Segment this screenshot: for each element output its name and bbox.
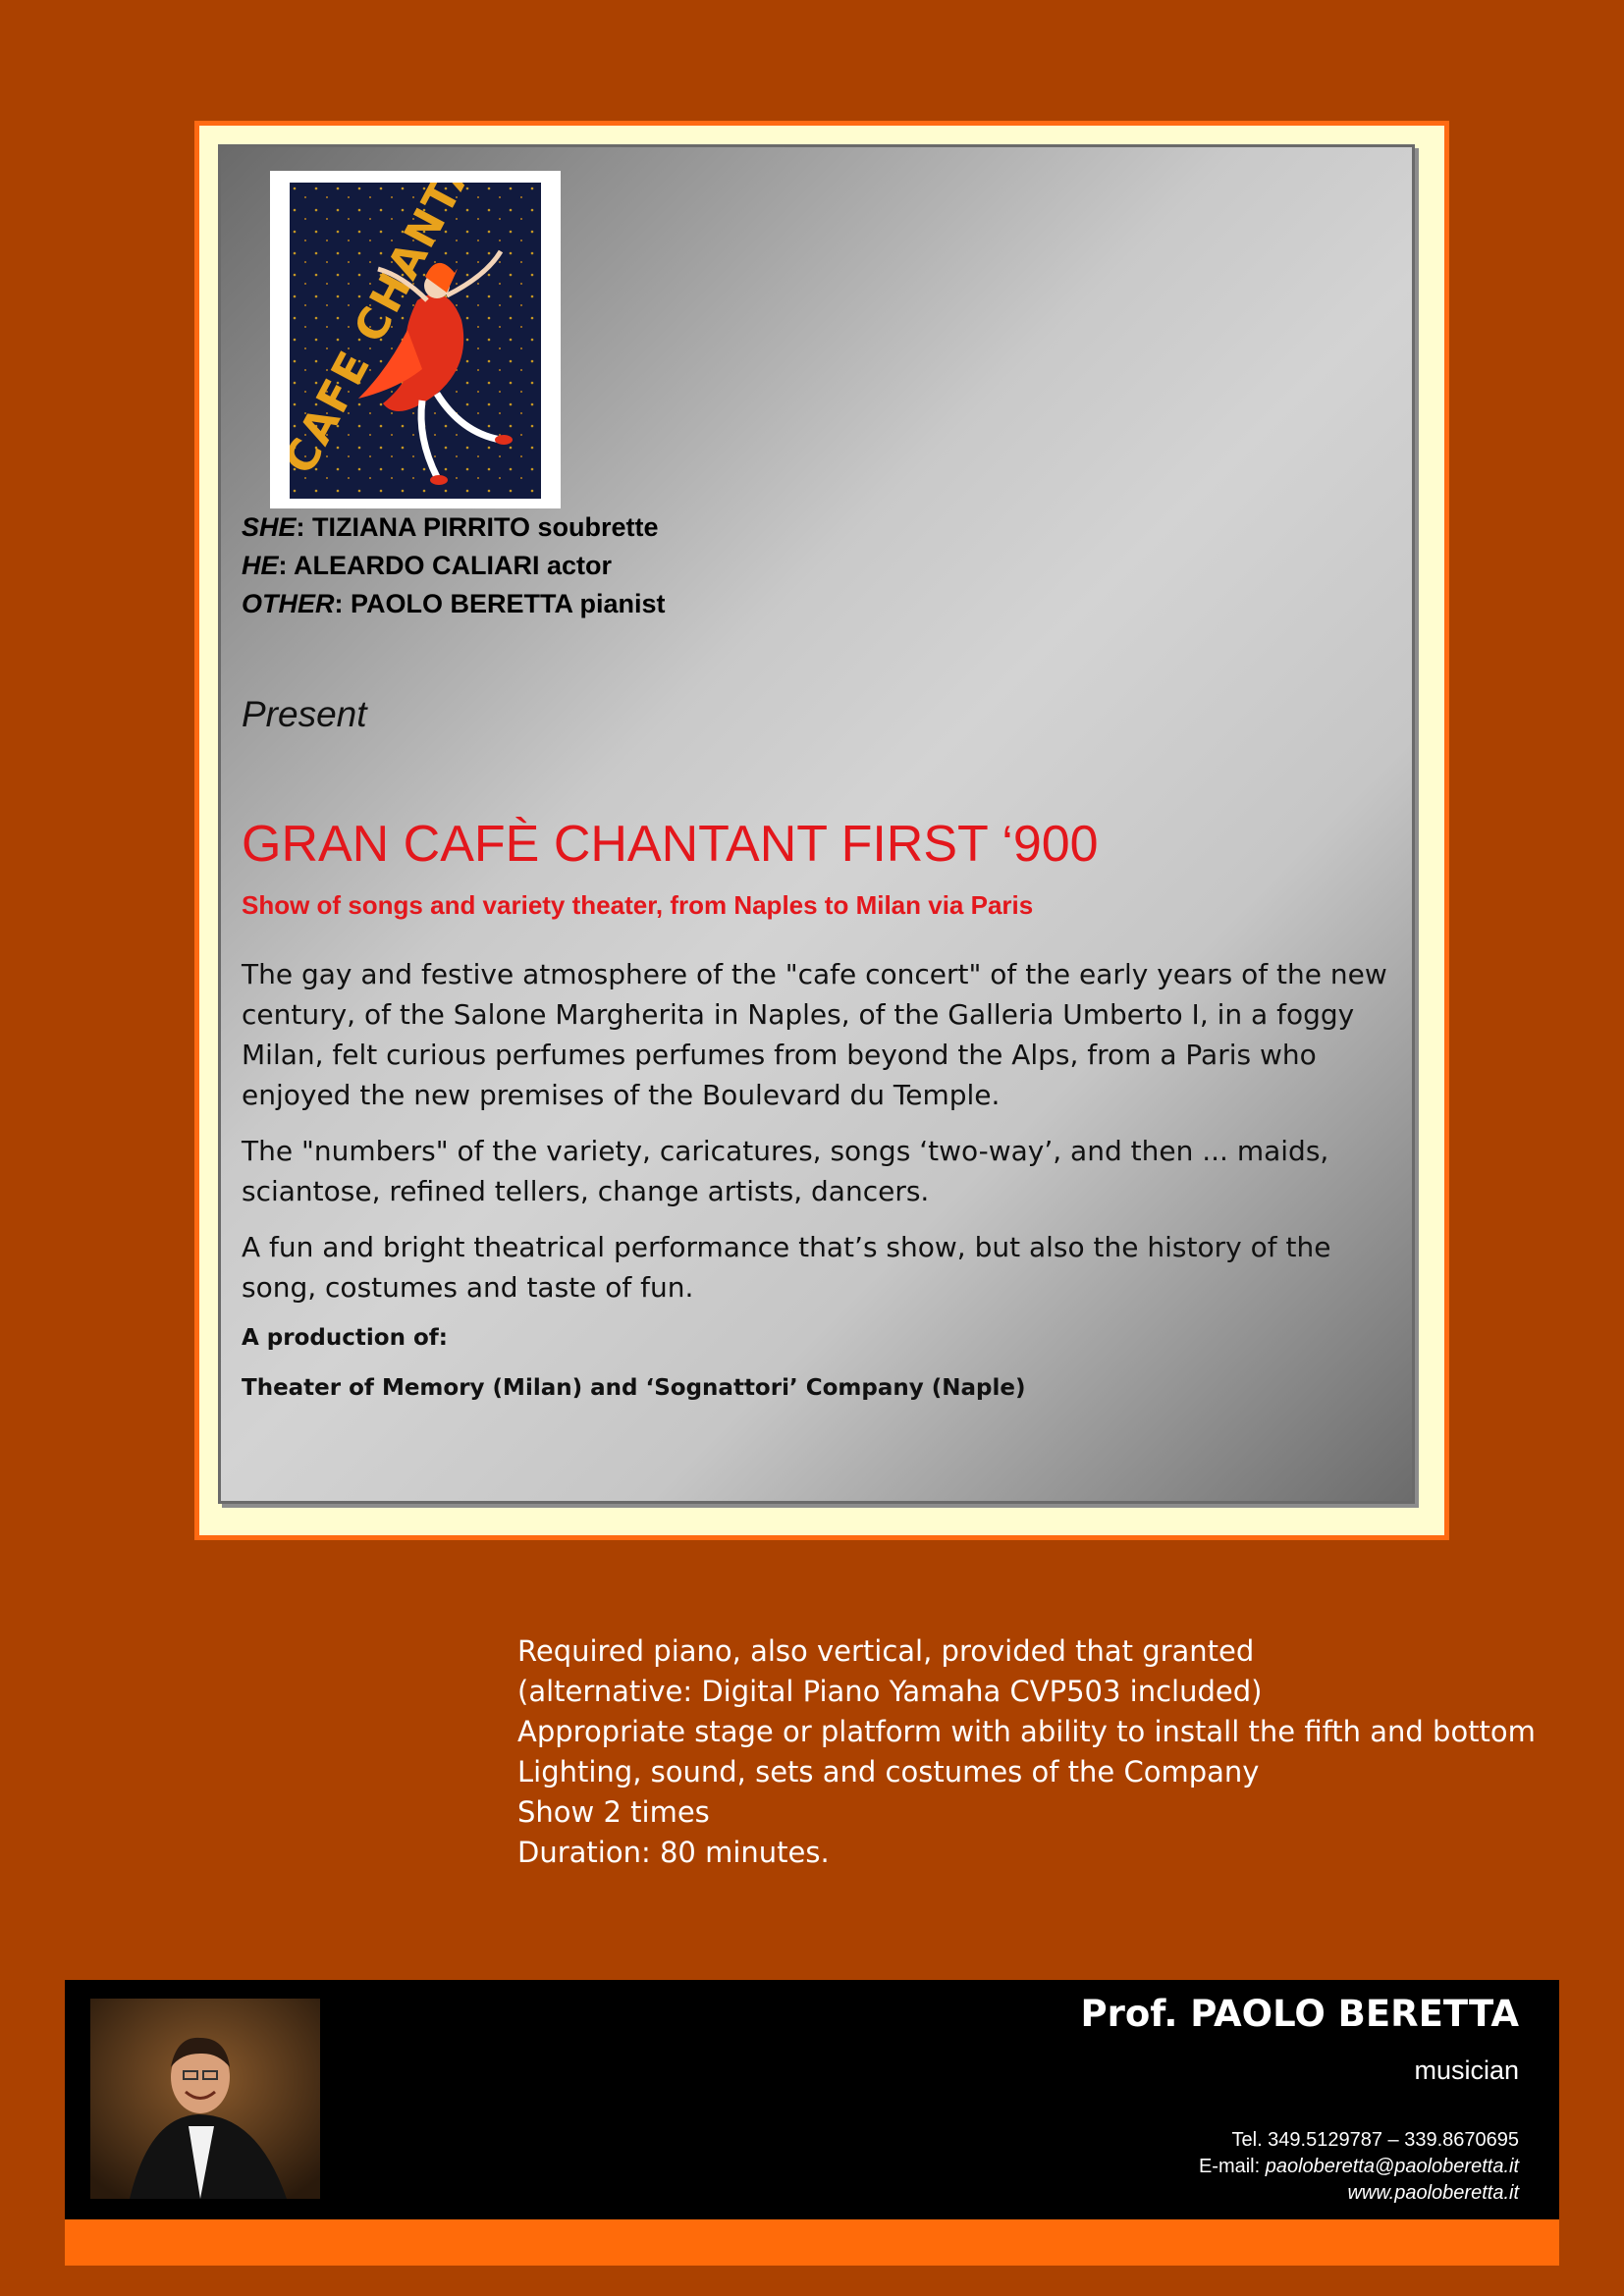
description-paragraph: The gay and festive atmosphere of the "cafe concert" of the early years of the new century, of the Salone Margherita in Naples, of the Galleria Umberto I, in a foggy Milan, felt curious perfumes perfumes from beyond the Alps, from a Paris who enjoyed the new premises of the Boulevard du Temple.	[242, 958, 1387, 1111]
credit-other	[242, 585, 666, 623]
technical-requirements	[517, 1631, 1536, 1873]
requirement-line: Appropriate stage or platform with ability to install the fifth and bottom	[517, 1715, 1536, 1748]
phone-numbers: Tel. 349.5129787 – 339.8670695	[1231, 2129, 1519, 2151]
credit-role: OTHER	[242, 589, 335, 618]
website-link[interactable]: www.paoloberetta.it	[1347, 2182, 1519, 2204]
credit-he	[242, 547, 666, 585]
credit-text: : TIZIANA PIRRITO soubrette	[296, 512, 659, 542]
requirement-line: Duration: 80 minutes.	[517, 1836, 830, 1869]
show-title: GRAN CAFÈ CHANTANT FIRST ‘900	[242, 816, 1099, 873]
cafe-chantant-poster-image	[270, 171, 561, 508]
requirement-line: (alternative: Digital Piano Yamaha CVP503 included)	[517, 1675, 1263, 1708]
description-paragraph: A fun and bright theatrical performance that’s show, but also the history of the song, costumes and taste of fun.	[242, 1231, 1331, 1304]
footer-accent-stripe	[65, 2219, 1559, 2266]
credit-text: : ALEARDO CALIARI actor	[278, 551, 613, 580]
present-label: Present	[242, 694, 367, 734]
credit-role: HE	[242, 551, 279, 580]
requirement-line: Required piano, also vertical, provided that granted	[517, 1634, 1255, 1668]
requirement-line: Show 2 times	[517, 1795, 710, 1829]
description-paragraph: The "numbers" of the variety, caricatures, songs ‘two-way’, and then ... maids, sciantose, refined tellers, change artists, dancers.	[242, 1135, 1329, 1207]
description	[242, 954, 1390, 1323]
email-line	[1199, 2154, 1519, 2180]
portrait-photo	[90, 1999, 320, 2199]
credit-she	[242, 508, 666, 547]
cast-credits	[242, 508, 666, 623]
production-label: A production of:	[242, 1325, 448, 1351]
credit-role: SHE	[242, 512, 297, 542]
requirement-line: Lighting, sound, sets and costumes of the Company	[517, 1755, 1260, 1789]
footer-name: Prof. PAOLO BERETTA	[1080, 1993, 1519, 2035]
show-subtitle: Show of songs and variety theater, from Naples to Milan via Paris	[242, 890, 1034, 920]
footer-role: musician	[1414, 2056, 1519, 2085]
email-link[interactable]: paoloberetta@paoloberetta.it	[1265, 2156, 1519, 2177]
contact-block	[1199, 2127, 1519, 2207]
email-label: E-mail:	[1198, 2156, 1266, 2177]
production-companies: Theater of Memory (Milan) and ‘Sognattori’ Company (Naple)	[242, 1375, 1026, 1401]
credit-text: : PAOLO BERETTA pianist	[334, 589, 666, 618]
